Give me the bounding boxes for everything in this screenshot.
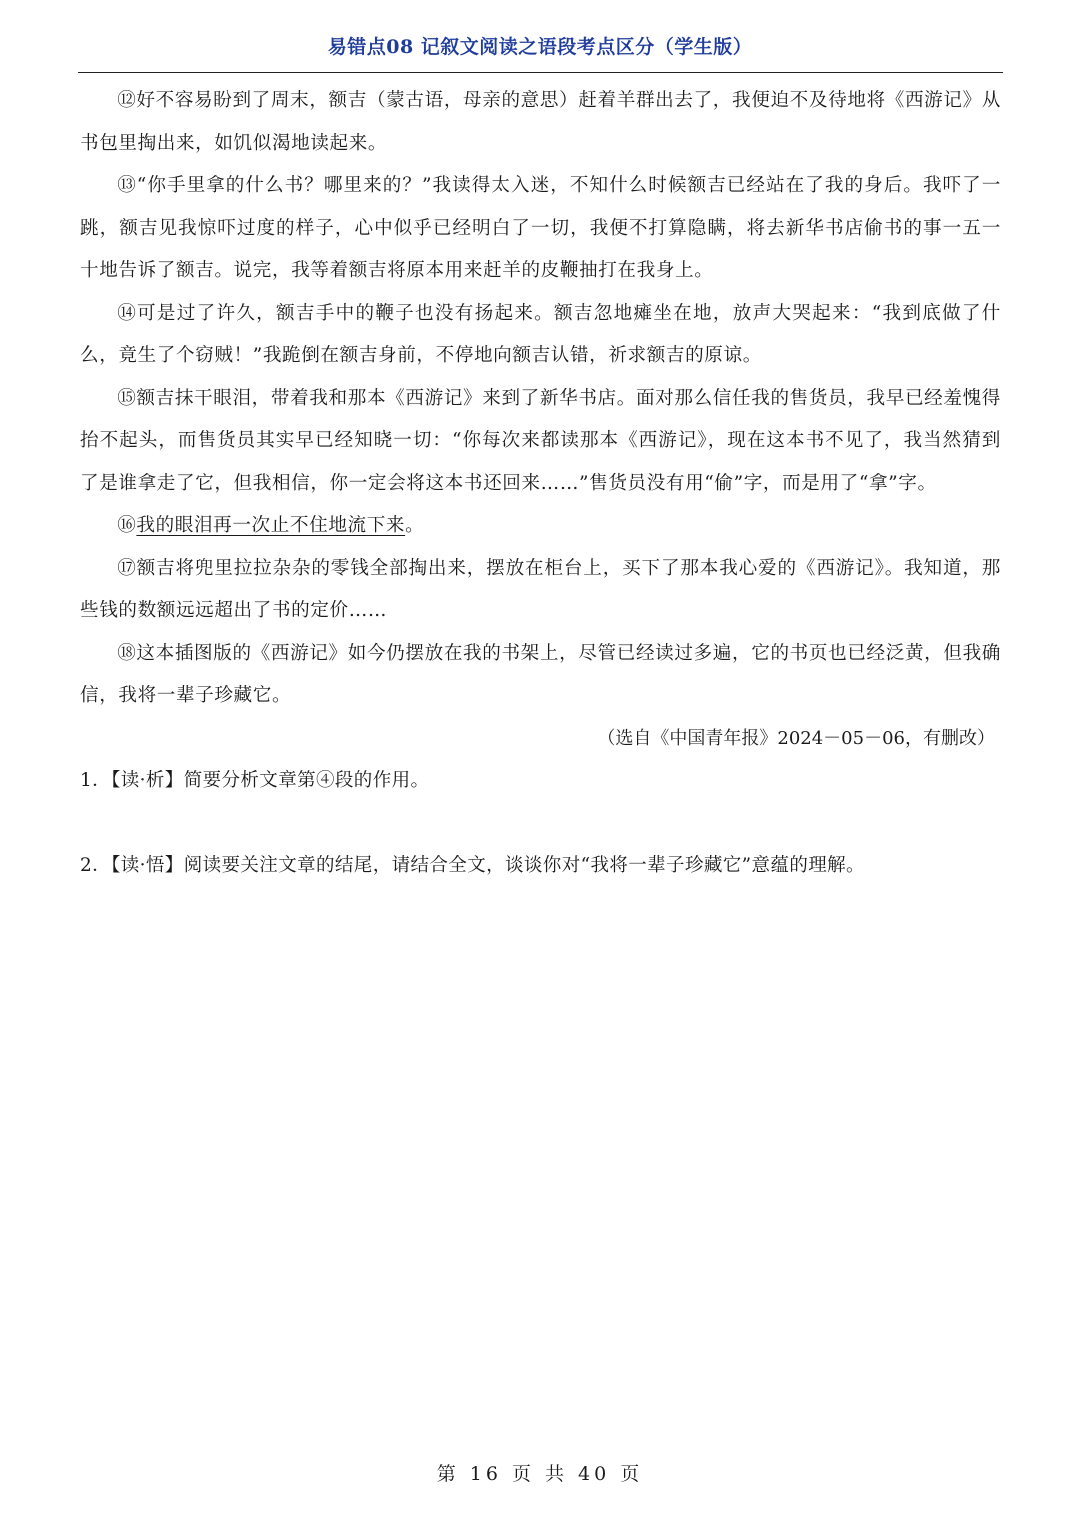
paragraph-14: ⑭可是过了许久，额吉手中的鞭子也没有扬起来。额吉忽地瘫坐在地，放声大哭起来：“我到底做了什么，竟生了个窃贼！”我跪倒在额吉身前，不停地向额吉认错，祈求额吉的原谅。 [80,302,1001,366]
paragraph-17: ⑰额吉将兜里拉拉杂杂的零钱全部掏出来，摆放在柜台上，买下了那本我心爱的《西游记》。我知道，那些钱的数额远远超出了书的定价…… [80,557,1001,621]
paragraph-13: ⑬“你手里拿的什么书？哪里来的？”我读得太入迷，不知什么时候额吉已经站在了我的身后。我吓了一跳，额吉见我惊吓过度的样子，心中似乎已经明白了一切，我便不打算隐瞒，将去新华书店偷书的事一五一十地告诉了额吉。说完，我等着额吉将原本用来赶羊的皮鞭抽打在我身上。 [80,175,1001,281]
page-header-title: 易错点08 记叙文阅读之语段考点区分（学生版） [327,36,753,58]
header-divider [78,72,1003,73]
question-2: 2．【读·悟】阅读要关注文章的结尾，请结合全文，谈谈你对“我将一辈子珍藏它”意蕴的理解。 [80,854,865,876]
source-citation: （选自《中国青年报》2024－05－06，有删改） [597,727,995,749]
document-body [80,80,1001,887]
paragraph-16-number: ⑯ [117,515,137,536]
paragraph-18: ⑱这本插图版的《西游记》如今仍摆放在我的书架上，尽管已经读过多遍，它的书页也已经泛黄，但我确信，我将一辈子珍藏它。 [80,642,1001,706]
paragraph-15: ⑮额吉抹干眼泪，带着我和那本《西游记》来到了新华书店。面对那么信任我的售货员，我早已经羞愧得抬不起头，而售货员其实早已经知晓一切：“你每次来都读那本《西游记》，现在这本书不见了，我当然猜到了是谁拿走了它，但我相信，你一定会将这本书还回来……”售货员没有用“偷”字，而是用了“拿”字。 [80,387,1001,494]
paragraph-16-end: 。 [405,515,425,536]
page-number-footer: 第 16 页 共 40 页 [436,1463,644,1485]
paragraph-16 [80,505,1001,548]
paragraph-16-underlined-sentence: 我的眼泪再一次止不住地流下来 [136,515,406,536]
question-1: 1．【读·析】简要分析文章第④段的作用。 [80,769,430,791]
paragraph-12: ⑫好不容易盼到了周末，额吉（蒙古语，母亲的意思）赶着羊群出去了，我便迫不及待地将《西游记》从书包里掏出来，如饥似渴地读起来。 [80,90,1001,154]
